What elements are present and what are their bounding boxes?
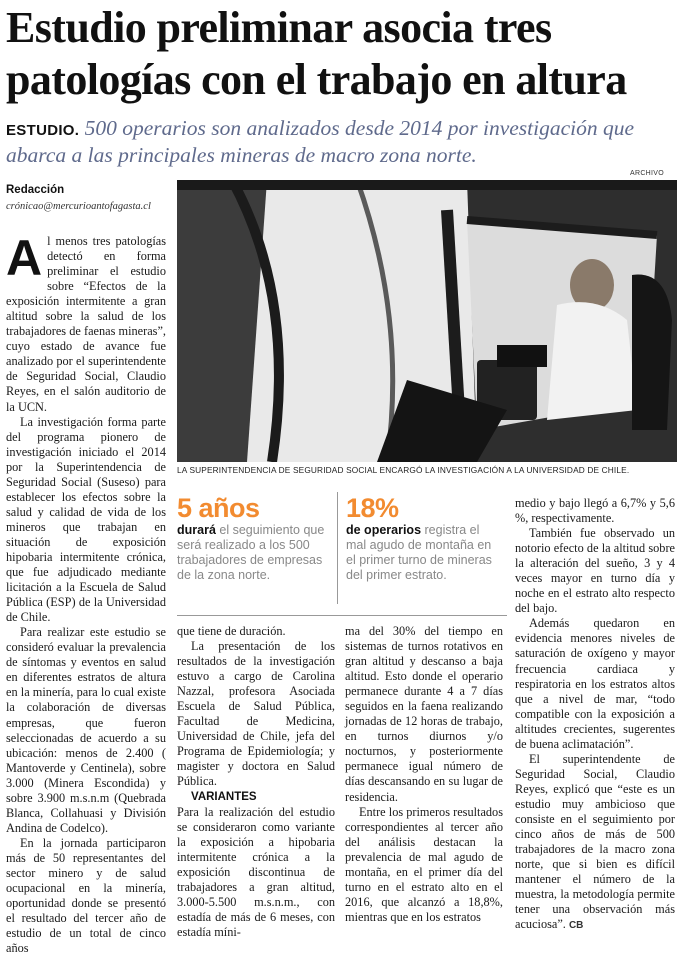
headline-line-1: Estudio preliminar asocia tres [6, 3, 552, 52]
paragraph: En la jornada participaron más de 50 representantes del sector minero y de salud ocupacional en la minería, oportunidad donde se presentó el resultado del tercer año de estudio de un total de cinco años [6, 835, 166, 956]
paragraph: También fue observado un notorio efecto de la altitud sobre la alteración del sueño, 3 y 4 veces mayor en turno día y noche en el estrato alto respecto del bajo. [515, 526, 675, 616]
headline-line-2: patologías con el trabajo en altura [6, 55, 627, 104]
column-4 [515, 496, 675, 933]
stat-text [177, 523, 327, 583]
paragraph: Para realizar este estudio se consideró evaluar la prevalencia de síntomas y eventos en salud en diferentes estratos de altura en la minería, para lo cual existe la colaboración de diversas empresas, que fueron seleccionadas de acuerdo a su ubicación: menos de 2.400 ( Mantoverde y Centinela), sobre 3.000 (Minera Escondida) y sobre 3.900 m.s.n.m (Quebrada Blanca, Collahuasi y División Andina de Codelco). [6, 625, 166, 835]
byline: Redacción [6, 184, 65, 196]
stat-figure: 18% [346, 493, 399, 523]
stat-box-1 [177, 493, 327, 583]
stat-bold: durará [177, 523, 216, 537]
subheading: VARIANTES [191, 790, 257, 803]
paragraph: Entre los primeros resultados correspondientes al tercer año del análisis destacan la prevalencia de mal agudo de montaña, en el primer día del turno en el estrato alto en el 2016, que alcanzó a 18,8%, mientras que en los estratos [345, 804, 503, 924]
paragraph [6, 230, 166, 415]
deck [6, 116, 676, 167]
kicker: ESTUDIO. [6, 122, 80, 139]
article-photo [177, 180, 677, 462]
divider [337, 492, 338, 604]
divider [177, 615, 507, 616]
author-email: crónicao@mercurioantofagasta.cl [6, 201, 151, 212]
paragraph: Para la realización del estudio se consideraron como variante la exposición a hipobaria intermitente crónica a la exposición discontinua de trabajadores a gran altitud, 3.000-5.500 m.s.n.m., con estadía de más de 6 meses, con estadía míni- [177, 804, 335, 939]
paragraph: La investigación forma parte del programa pionero de investigación iniciado el 2014 por la Superintendencia de Seguridad Social (Suseso) para establecer los efectos sobre la salud y calidad de vida de los mineros que trabajan en situación de exposición hipobaria intermitente crónica, que fue adjudicado mediante licitación a la Escuela de Salud Pública (ESP) de la Universidad de Chile. [6, 414, 166, 625]
stat-rest: el seguimiento que será realizado a los 500 trabajadores de empresas de la zona norte. [177, 523, 325, 582]
paragraph: La presentación de los resultados de la investigación estuvo a cargo de Carolina Nazzal, profesora Asociada Escuela de Salud Pública, Facultad de Medicina, Universidad de Chile, jefa del Programa de Epidemiología; y magister y doctora en Salud Pública. [177, 639, 335, 789]
paragraph: Además quedaron en evidencia menores niveles de saturación de oxígeno y mayor frecuencia cardiaca y respiratoria en los estratos altos que a nivel de mar, “todo compatible con la exposición a altitudes crecientes, sugerentes de buena aclimatación”. [515, 616, 675, 751]
stat-text [346, 523, 498, 583]
stat-rest: registra el mal agudo de montaña en el primer turno de mineras del primer estrato. [346, 523, 492, 582]
paragraph [515, 752, 675, 934]
stat-bold: de operarios [346, 523, 422, 537]
headline [6, 2, 676, 106]
paragraph: que tiene de duración. [177, 624, 286, 638]
photo-caption: LA SUPERINTENDENCIA DE SEGURIDAD SOCIAL ENCARGÓ LA INVESTIGACIÓN A LA UNIVERSIDAD DE CHILE. [177, 465, 630, 475]
photo-credit: ARCHIVO [630, 170, 664, 177]
stat-box-2 [346, 493, 498, 583]
paragraph-text: El superintendente de Seguridad Social, Claudio Reyes, explicó que “este es un estudio muy ambicioso que consiste en el seguimiento por cinco años de más de 500 trabajadores de la macro zona norte, que si bien es difícil mantener el número de la muestra, la metodología permite tener una observación más acuciosa”. [515, 751, 675, 932]
column-3 [345, 624, 503, 925]
drop-cap: A [6, 230, 43, 286]
column-2 [177, 624, 335, 940]
deck-text: 500 operarios son analizados desde 2014 por investigación que abarca a las principales mineras de macro zona norte. [6, 116, 635, 167]
photo-illustration [177, 180, 677, 462]
stat-figure: 5 años [177, 493, 260, 523]
paragraph-text: l menos tres patologías detectó en forma preliminar el estudio sobre “Efectos de la exposición intermitente a gran altitud sobre la salud de los trabajadores de faenas mineras”, cuyo estado de avance fue analizado por el superintendente de Seguridad Social, Claudio Reyes, en el salón auditorio de la UCN. [6, 234, 166, 414]
signoff-mark: CB [568, 920, 584, 932]
column-1 [6, 230, 166, 956]
paragraph: medio y bajo llegó a 6,7% y 5,6 %, respectivamente. [515, 496, 675, 526]
paragraph: ma del 30% del tiempo en sistemas de turnos rotativos en gran altitud y descanso a baja altitud. Esto donde el operario permanece durante 4 a 7 días seguidos en la faena realizando jornadas de 12 horas de trabajo, en turnos diurnos y/o nocturnos, y posteriormente permanece igual número de días descansando en su lugar de residencia. [345, 624, 503, 804]
